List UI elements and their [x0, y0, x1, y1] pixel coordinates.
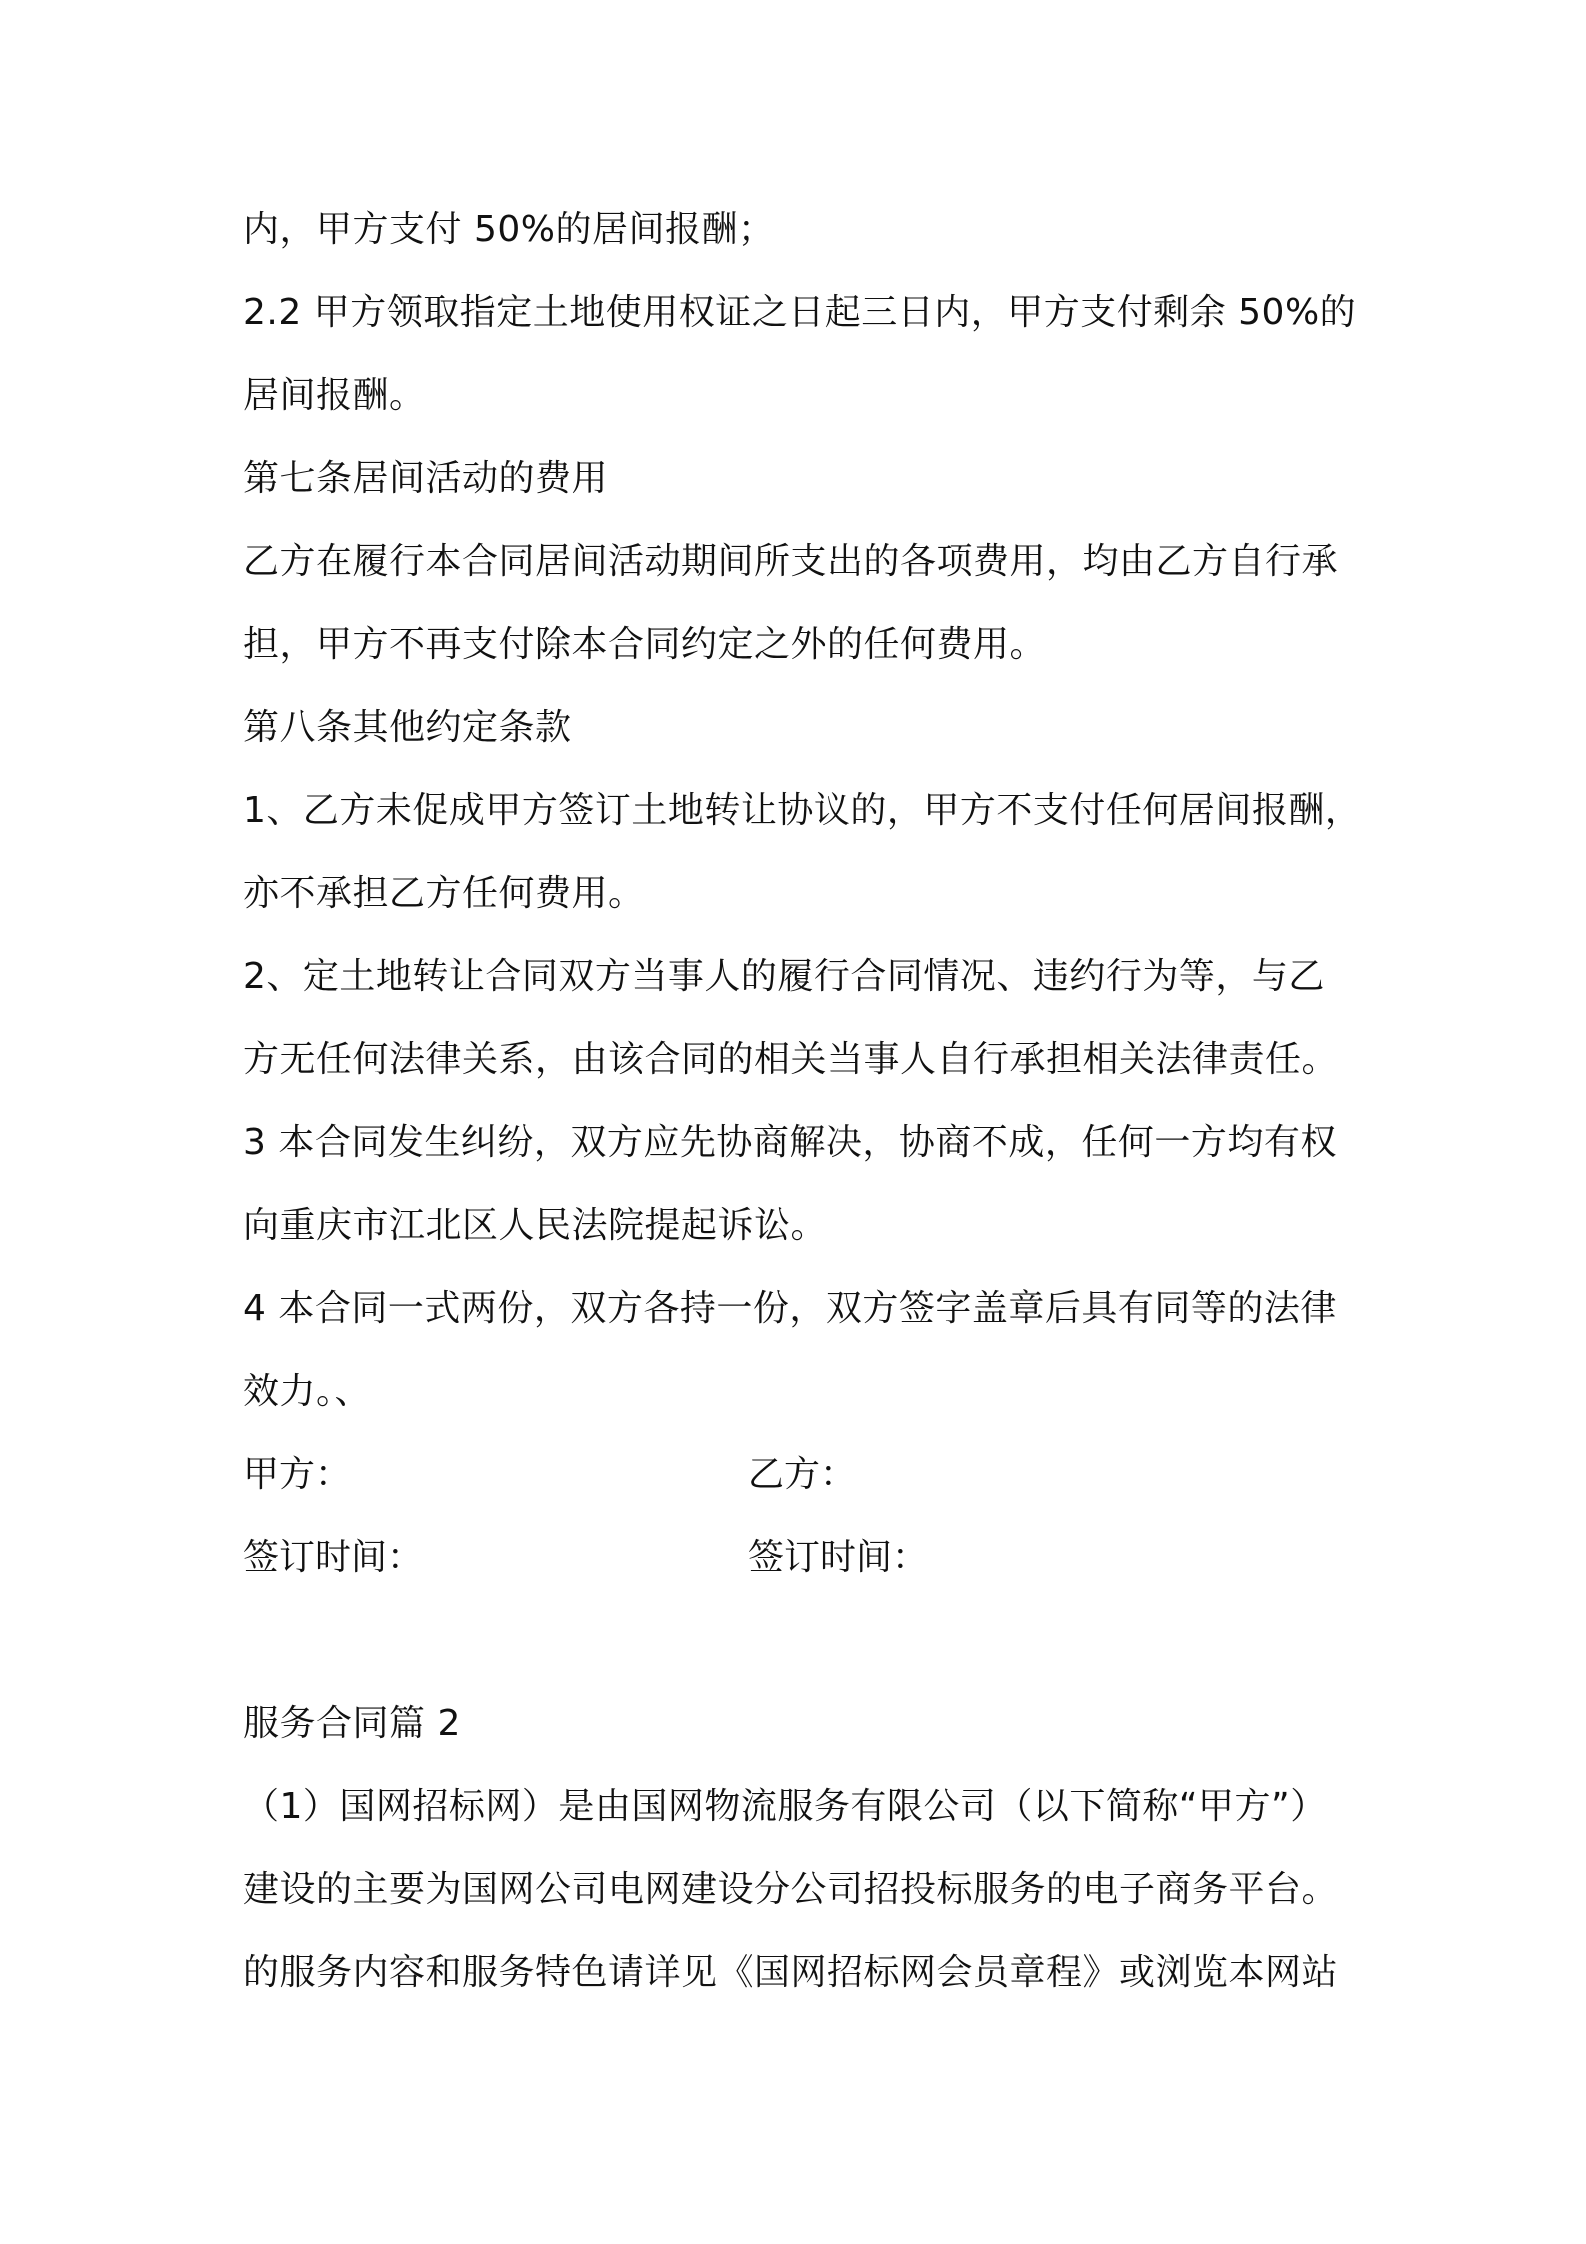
text-line: 1、乙方未促成甲方签订土地转让协议的，甲方不支付任何居间报酬，	[243, 790, 1362, 831]
text-line: 向重庆市江北区人民法院提起诉讼。	[243, 1205, 828, 1246]
text-line: 的服务内容和服务特色请详见《国网招标网会员章程》或浏览本网站	[243, 1952, 1339, 1993]
text-line: 内，甲方支付 50%的居间报酬；	[243, 209, 775, 250]
text-line: 居间报酬。	[243, 375, 426, 416]
text-line: 3 本合同发生纠纷，双方应先协商解决，协商不成，任何一方均有权	[243, 1122, 1337, 1163]
text-line: 亦不承担乙方任何费用。	[243, 873, 645, 914]
text-line: 建设的主要为国网公司电网建设分公司招投标服务的电子商务平台。	[243, 1869, 1339, 1910]
party-a-signature-label: 甲方：	[243, 1454, 352, 1495]
text-line: 乙方在履行本合同居间活动期间所支出的各项费用，均由乙方自行承	[243, 541, 1339, 582]
article-8-heading: 第八条其他约定条款	[243, 707, 572, 748]
party-b-date-label: 签订时间：	[748, 1537, 929, 1578]
section-2-heading: 服务合同篇 2	[243, 1703, 461, 1744]
party-b-signature-label: 乙方：	[748, 1454, 857, 1495]
party-a-date-label: 签订时间：	[243, 1537, 424, 1578]
text-line: 效力。、	[243, 1371, 372, 1412]
text-line: 2.2 甲方领取指定土地使用权证之日起三日内，甲方支付剩余 50%的	[243, 292, 1357, 333]
text-line: （1）国网招标网）是由国网物流服务有限公司（以下简称“甲方”）	[243, 1786, 1327, 1827]
text-line: 方无任何法律关系，由该合同的相关当事人自行承担相关法律责任。	[243, 1039, 1339, 1080]
text-line: 担，甲方不再支付除本合同约定之外的任何费用。	[243, 624, 1047, 665]
text-line: 4 本合同一式两份，双方各持一份，双方签字盖章后具有同等的法律	[243, 1288, 1337, 1329]
text-line: 2、定土地转让合同双方当事人的履行合同情况、违约行为等，与乙	[243, 956, 1325, 997]
article-7-heading: 第七条居间活动的费用	[243, 458, 609, 499]
